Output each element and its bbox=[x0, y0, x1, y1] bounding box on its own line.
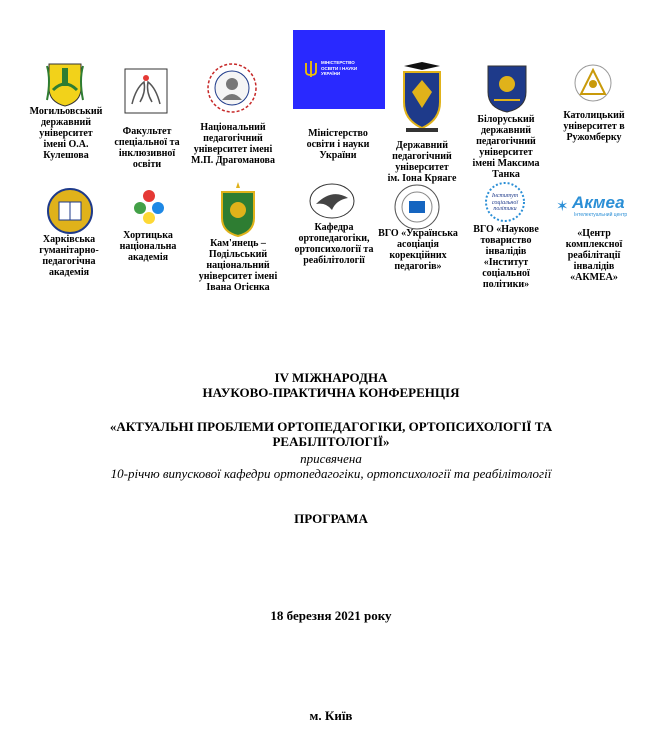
social-policy-institute-logo bbox=[483, 182, 527, 222]
partner-caption: Католицький університет в Ружомберку bbox=[563, 110, 625, 143]
partner-caption: Хортицька національна академія bbox=[119, 230, 177, 263]
akmea-figure-icon: ✶ bbox=[556, 197, 569, 215]
partner-caption: Міністерство освіти і науки України bbox=[306, 128, 370, 161]
ruzomberok-university-logo bbox=[574, 64, 612, 108]
correctional-teachers-association-logo bbox=[394, 184, 440, 230]
belarus-pedagogical-university-logo bbox=[486, 64, 528, 114]
conference-city: м. Київ bbox=[309, 708, 353, 723]
orthopedagogy-department-logo bbox=[308, 182, 356, 220]
drahomanov-university-logo bbox=[206, 62, 258, 114]
dedication-text: 10-річчю випускової кафедри ортопедагогіки, ортопсихології та реабілітології bbox=[110, 466, 552, 481]
partner-caption: Факультет спеціальної та інклюзивної освіти bbox=[114, 126, 180, 170]
akmea-logo bbox=[556, 193, 640, 219]
special-education-faculty-logo bbox=[124, 68, 168, 114]
conference-heading bbox=[0, 370, 662, 400]
conference-date: 18 березня 2021 року bbox=[270, 608, 392, 623]
akmea-logo-text: Акмеа bbox=[572, 193, 625, 212]
partner-caption: Державний педагогічний університет ім. Іона Кряаге bbox=[387, 140, 457, 184]
partner-caption: Кафедра ортопедагогіки, ортопсихології та реабілітології bbox=[294, 222, 374, 266]
partner-caption: «Центр комплексної реабілітації інвалідів «АКМЕА» bbox=[565, 228, 623, 283]
mogilev-university-logo bbox=[45, 60, 85, 108]
iona-kryange-university-logo bbox=[398, 62, 446, 134]
partner-caption: ВГО «Наукове товариство інвалідів «Інститут соціальної політики» bbox=[473, 224, 539, 290]
ministry-logo bbox=[293, 30, 385, 109]
dedication-word: присвячена bbox=[300, 451, 362, 466]
program-heading: ПРОГРАМА bbox=[294, 511, 368, 526]
conference-type: НАУКОВО-ПРАКТИЧНА КОНФЕРЕНЦІЯ bbox=[202, 385, 460, 400]
partner-caption: ВГО «Українська асоціація корекційних педагогів» bbox=[378, 228, 458, 272]
partner-caption: Білоруський державний педагогічний університет імені Максима Танка bbox=[472, 114, 540, 180]
partner-caption: Могильовський державний університет імені О.А. Кулешова bbox=[29, 106, 103, 161]
dedication-block bbox=[0, 451, 662, 481]
partner-caption: Кам'янець – Подільський національний університет імені Івана Огієнка bbox=[198, 238, 278, 293]
partner-caption: Національний педагогічний університет імені М.П. Драгоманова bbox=[191, 122, 275, 166]
conference-title bbox=[0, 419, 662, 449]
kamianets-university-logo bbox=[218, 182, 258, 238]
ministry-logo-text: МІНІСТЕРСТВО ОСВІТИ І НАУКИ УКРАЇНИ bbox=[321, 60, 358, 76]
trident-icon bbox=[305, 60, 317, 78]
akmea-logo-subtext: Інтелектуальний центр bbox=[574, 212, 628, 218]
kharkiv-academy-logo bbox=[47, 188, 93, 234]
partner-caption: Харківська гуманітарно- педагогічна академія bbox=[39, 234, 99, 278]
conference-edition: IV МІЖНАРОДНА bbox=[274, 370, 388, 385]
conference-title-line: «АКТУАЛЬНІ ПРОБЛЕМИ ОРТОПЕДАГОГІКИ, ОРТОПСИХОЛОГІЇ ТА bbox=[109, 419, 553, 434]
khortytsia-academy-logo bbox=[130, 186, 168, 226]
social-policy-logo-text: Інститут соціальної політики bbox=[491, 193, 519, 212]
conference-title-line: РЕАБІЛІТОЛОГІЇ» bbox=[272, 434, 390, 449]
